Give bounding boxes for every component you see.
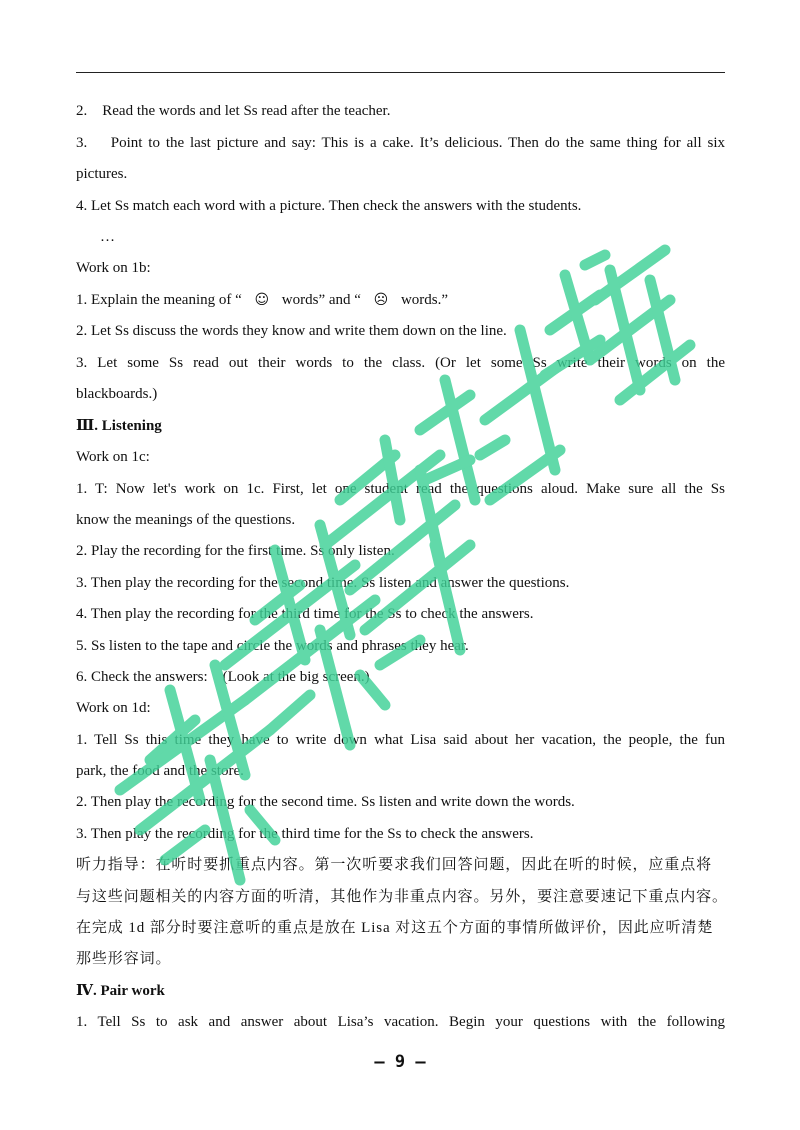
step-1d-1-continuation: park, the food and the store. (76, 763, 244, 779)
step-1c-1: 1. T: Now let's work on 1c. First, let one student read the questions aloud. Make sure all the Ss (76, 481, 725, 497)
step-1d-3: 3. Then play the recording for the third time for the Ss to check the answers. (76, 826, 534, 842)
ellipsis: … (100, 229, 115, 245)
listening-guide-line-3: 在完成 1d 部分时要注意听的重点是放在 Lisa 对这五个方面的事情所做评价，因此应听清楚 (76, 920, 714, 936)
step-1b-continuation: blackboards.) (76, 386, 158, 402)
listening-guide-line-4: 那些形容词。 (76, 951, 172, 967)
header-rule (76, 72, 725, 73)
heading-work-on-1b: Work on 1b: (76, 260, 151, 276)
step-1c-5: 5. Ss listen to the tape and circle the words and phrases they hear. (76, 638, 469, 654)
section-heading-pair-work: Ⅳ. Pair work (76, 983, 165, 999)
step-1c-3: 3. Then play the recording for the second time. Ss listen and answer the questions. (76, 575, 570, 591)
step-3-point-picture: 3. Point to the last picture and say: This is a cake. It’s delicious. Then do the same thing for all six (76, 135, 725, 151)
step-3-continuation: pictures. (76, 166, 128, 182)
step-1b-read-out: 3. Let some Ss read out their words to the class. (Or let some Ss write their words on the (76, 355, 725, 371)
explain-text-a: 1. Explain the meaning of “ (76, 292, 242, 308)
step-1c-1-continuation: know the meanings of the questions. (76, 512, 296, 528)
step-1b-explain-meaning (76, 288, 725, 312)
step-4-match-words: 4. Let Ss match each word with a picture. Then check the answers with the students. (76, 198, 582, 214)
listening-guide-line-1: 听力指导：在听时要抓重点内容。第一次听要求我们回答问题，因此在听的时候，应重点将 (76, 857, 713, 873)
page-number: – 9 – (374, 1052, 426, 1072)
step-1b-discuss-words: 2. Let Ss discuss the words they know and write them down on the line. (76, 323, 507, 339)
smiley-face-icon: ☺ (254, 292, 270, 308)
heading-work-on-1d: Work on 1d: (76, 700, 151, 716)
step-1c-6: 6. Check the answers: (Look at the big screen.) (76, 669, 370, 685)
step-2-read-words: 2. Read the words and let Ss read after the teacher. (76, 103, 391, 119)
step-1d-1: 1. Tell Ss this time they have to write down what Lisa said about her vacation, the people, the fun (76, 732, 725, 748)
section-heading-listening: Ⅲ. Listening (76, 418, 162, 434)
step-1d-2: 2. Then play the recording for the second time. Ss listen and write down the words. (76, 794, 575, 810)
listening-guide-line-2: 与这些问题相关的内容方面的听清，其他作为非重点内容。另外，要注意要速记下重点内容。 (76, 889, 728, 905)
frowning-face-icon: ☹ (373, 292, 389, 308)
step-1c-2: 2. Play the recording for the first time. Ss only listen. (76, 543, 395, 559)
step-1c-4: 4. Then play the recording for the third time for the Ss to check the answers. (76, 606, 534, 622)
explain-text-b: words” and “ (281, 292, 361, 308)
explain-text-c: words.” (400, 292, 449, 308)
pair-work-step-1: 1. Tell Ss to ask and answer about Lisa’s vacation. Begin your questions with the following (76, 1014, 725, 1030)
heading-work-on-1c: Work on 1c: (76, 449, 150, 465)
